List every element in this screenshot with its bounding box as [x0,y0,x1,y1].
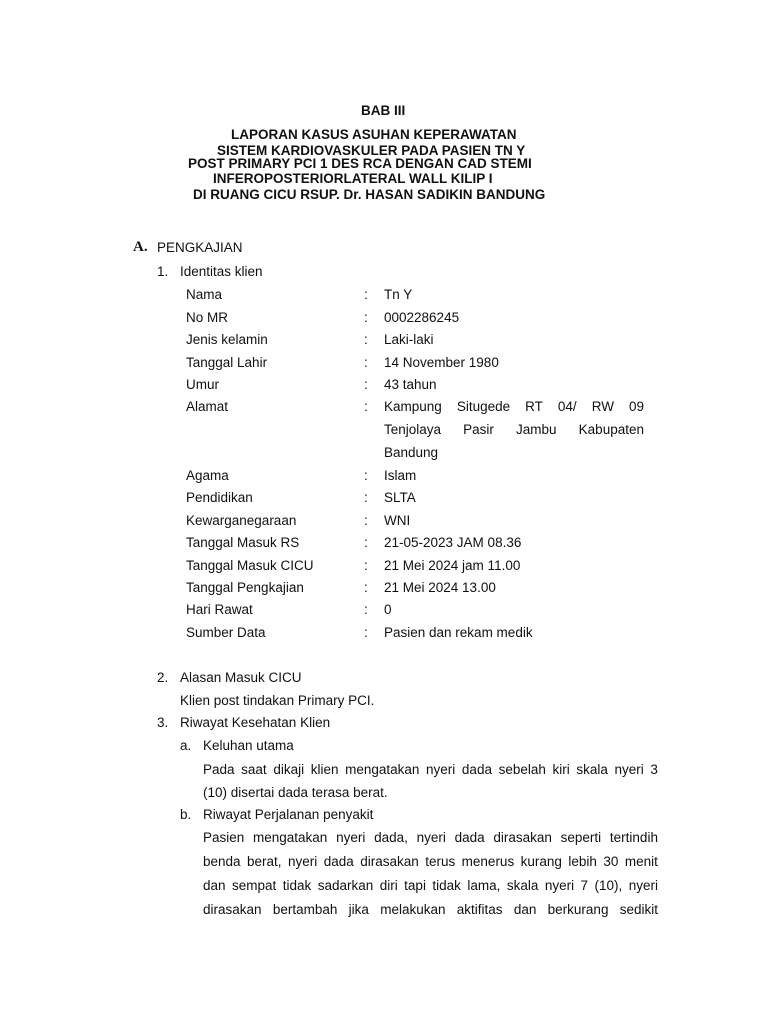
row-label-sumber-data: Sumber Data [186,625,266,640]
row-value-nama: Tn Y [384,287,413,302]
row-value-tanggal-lahir: 14 November 1980 [384,355,499,370]
row-label-jenis-kelamin: Jenis kelamin [186,332,268,347]
row-colon: : [364,535,368,550]
word: (10), [594,878,623,893]
word: tidak [432,878,461,893]
word: saat [241,762,267,777]
row-value-agama: Islam [384,468,417,483]
word: kurang [520,854,562,869]
word: nyeri [336,830,366,845]
word: jika [348,902,369,917]
row-label-hari-rawat: Hari Rawat [186,602,253,617]
word: berat, [247,854,282,869]
item3b-paragraph-line-2 [203,855,658,869]
title-line-2: SISTEM KARDIOVASKULER PADA PASIEN TN Y [217,143,526,158]
row-value-tanggal-masuk-cicu: 21 Mei 2024 jam 11.00 [384,558,521,573]
row-colon: : [364,580,368,595]
word: bertambah [272,902,338,917]
alamat-word: Pasir [463,422,494,437]
row-label-pendidikan: Pendidikan [186,490,253,505]
alamat-word: Jambu [516,422,557,437]
word: lebih [568,854,597,869]
word: diri [379,878,398,893]
row-colon: : [364,332,368,347]
word: dada [323,854,354,869]
row-value-hari-rawat: 0 [384,602,392,617]
alamat-word: 04/ [557,399,577,414]
item3a-paragraph-line-1 [203,763,658,777]
row-value-no-mr: 0002286245 [384,310,460,325]
word: lama, [467,878,501,893]
row-value-tanggal-masuk-rs: 21-05-2023 JAM 08.36 [384,535,522,550]
word: mengatakan [345,762,420,777]
word: nyeri [287,854,318,869]
word: melakukan [380,902,446,917]
word: dan [513,902,537,917]
word: 30 [603,854,619,869]
title-line-3: POST PRIMARY PCI 1 DES RCA DENGAN CAD STEMI [188,156,532,171]
alamat-line-3: Bandung [384,445,439,460]
row-colon: : [364,625,368,640]
alamat-word: Kampung [384,399,442,414]
row-colon: : [364,468,368,483]
alamat-line-2 [384,423,644,437]
row-colon: : [364,377,368,392]
word: nyeri [628,878,658,893]
word: sebelah [498,762,546,777]
row-label-tanggal-masuk-cicu: Tanggal Masuk CICU [186,558,314,573]
word: kiri [552,762,570,777]
word: 3 [650,762,658,777]
item3-number: 3. [157,715,169,730]
word: dada, [374,830,408,845]
row-colon: : [364,513,368,528]
word: mengatakan [253,830,328,845]
section-a-title: PENGKAJIAN [157,240,243,255]
row-colon: : [364,602,368,617]
item3b-letter: b. [180,807,192,822]
item3a-paragraph-line-2: (10) disertai dada terasa berat. [203,785,388,800]
title-line-4: INFEROPOSTERIORLATERAL WALL KILIP I [213,171,493,186]
item3-title: Riwayat Kesehatan Klien [180,715,331,730]
word: tertindih [609,830,658,845]
word: dada [454,830,485,845]
item2-text: Klien post tindakan Primary PCI. [180,693,375,708]
word: dirasakan [360,854,419,869]
row-label-alamat: Alamat [186,399,229,414]
item3b-paragraph-line-4 [203,903,658,917]
title-line-1: LAPORAN KASUS ASUHAN KEPERAWATAN [231,127,517,142]
word: tidak [282,878,312,893]
word: sadarkan [317,878,374,893]
row-colon: : [364,399,368,414]
item1-number: 1. [157,264,169,279]
row-colon: : [364,310,368,325]
item3a-letter: a. [180,738,192,753]
row-label-kewarganegaraan: Kewarganegaraan [186,513,297,528]
word: aktifitas [456,902,503,917]
row-label-no-mr: No MR [186,310,229,325]
word: nyeri [544,878,575,893]
row-label-nama: Nama [186,287,223,302]
word: terus [425,854,456,869]
alamat-word: Kabupaten [578,422,644,437]
alamat-word: Tenjolaya [384,422,442,437]
item3b-paragraph-line-3 [203,879,658,893]
item3b-paragraph-line-1 [203,831,658,845]
alamat-word: RT [525,399,543,414]
word: benda [203,854,241,869]
word: dada [461,762,492,777]
word: nyeri [426,762,456,777]
row-value-kewarganegaraan: WNI [384,513,411,528]
item2-number: 2. [157,670,169,685]
word: sedikit [619,902,658,917]
row-label-umur: Umur [186,377,219,392]
row-colon: : [364,287,368,302]
word: nyeri [614,762,644,777]
word: berkurang [547,902,609,917]
row-colon: : [364,355,368,370]
word: dan [203,878,226,893]
alamat-word: RW [591,399,614,414]
word: Pada [203,762,235,777]
item2-title: Alasan Masuk CICU [180,670,302,685]
word: menerus [461,854,515,869]
word: menit [624,854,658,869]
word: Pasien [203,830,245,845]
row-colon: : [364,558,368,573]
row-colon: : [364,490,368,505]
alamat-word: 09 [628,399,644,414]
word: dirasakan [493,830,552,845]
title-line-5: DI RUANG CICU RSUP. Dr. HASAN SADIKIN BANDUNG [193,187,546,202]
word: skala [506,878,539,893]
word: dikaji [273,762,305,777]
word: 7 [580,878,589,893]
row-value-sumber-data: Pasien dan rekam medik [384,625,533,640]
word: sempat [231,878,277,893]
item3b-title: Riwayat Perjalanan penyakit [203,807,374,822]
word: seperti [560,830,602,845]
item1-title: Identitas klien [180,264,263,279]
alamat-word: Situgede [456,399,511,414]
row-label-tanggal-pengkajian: Tanggal Pengkajian [186,580,304,595]
alamat-line-1 [384,400,644,414]
word: klien [310,762,339,777]
row-value-umur: 43 tahun [384,377,437,392]
item3a-title: Keluhan utama [203,738,294,753]
chapter-label: BAB III [361,103,406,118]
row-value-jenis-kelamin: Laki-laki [384,332,434,347]
word: nyeri [416,830,446,845]
section-a-letter: A. [133,239,148,255]
row-label-tanggal-lahir: Tanggal Lahir [186,355,268,370]
row-label-agama: Agama [186,468,229,483]
row-value-pendidikan: SLTA [384,490,416,505]
word: skala [576,762,608,777]
word: tapi [404,878,426,893]
row-label-tanggal-masuk-rs: Tanggal Masuk RS [186,535,300,550]
word: dirasakan [203,902,262,917]
row-value-tanggal-pengkajian: 21 Mei 2024 13.00 [384,580,496,595]
